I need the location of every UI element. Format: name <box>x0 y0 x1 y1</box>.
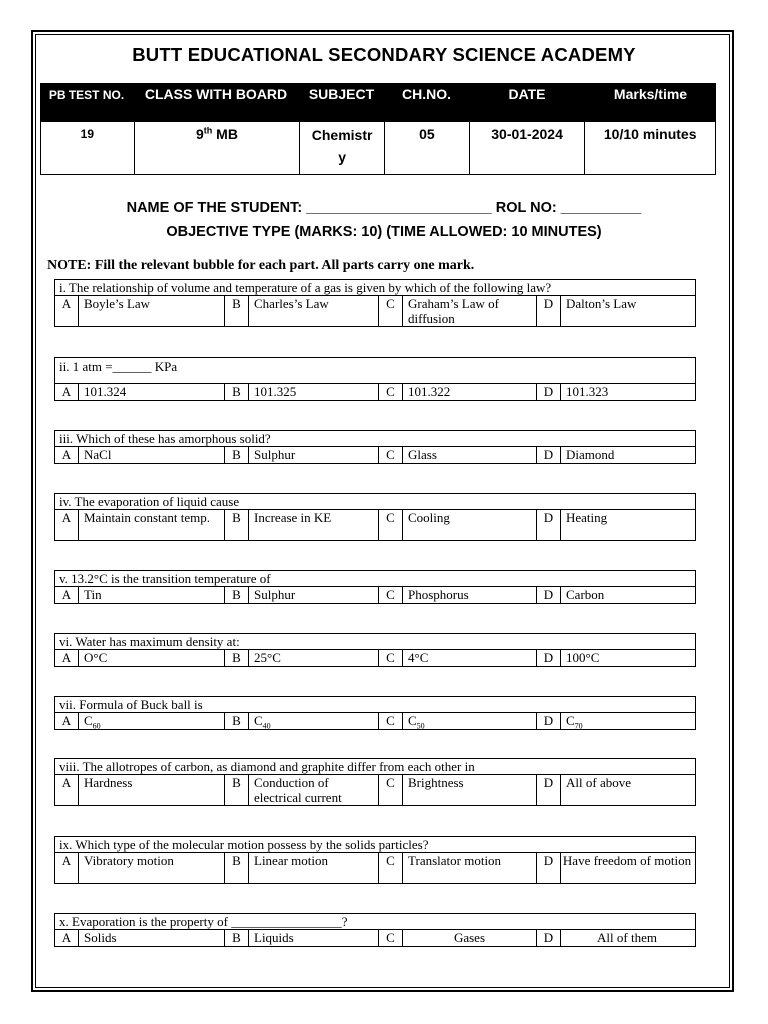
option-c-label: C <box>379 775 403 805</box>
option-c-label: C <box>379 853 403 883</box>
option-b-text: Sulphur <box>249 587 379 603</box>
option-d-label: D <box>537 713 561 729</box>
formula-element: C <box>254 713 263 728</box>
question-8 <box>54 758 696 806</box>
option-d-label: D <box>537 930 561 946</box>
option-c-text: Cooling <box>403 510 537 540</box>
test-info-header-row <box>40 83 716 119</box>
option-b-label: B <box>225 447 249 463</box>
option-c-text: Glass <box>403 447 537 463</box>
option-d-label: D <box>537 384 561 400</box>
formula-subscript: 50 <box>416 721 425 731</box>
question-text: ii. 1 atm =______ KPa <box>55 358 695 384</box>
formula-subscript: 40 <box>262 721 271 731</box>
objective-type-line: OBJECTIVE TYPE (MARKS: 10) (TIME ALLOWED: 10 MINUTES) <box>166 224 602 240</box>
header-class-with-board: CLASS WITH BOARD <box>144 86 288 102</box>
options-row <box>55 587 695 603</box>
option-a-text: Solids <box>79 930 225 946</box>
options-row <box>55 650 695 666</box>
formula-subscript: 70 <box>574 721 583 731</box>
option-d-text <box>561 713 693 729</box>
question-text: iii. Which of these has amorphous solid? <box>55 431 695 447</box>
option-b-text: 25°C <box>249 650 379 666</box>
options-row <box>55 775 695 805</box>
header-date: DATE <box>508 86 546 102</box>
value-ch-no: 05 <box>384 122 469 174</box>
question-6 <box>54 633 696 667</box>
value-subject-line2: y <box>338 149 346 165</box>
option-d-label: D <box>537 510 561 540</box>
option-d-text: Have freedom of motion <box>562 853 692 868</box>
option-b-text: Conduction of electrical current <box>249 775 379 805</box>
option-c-label: C <box>379 587 403 603</box>
option-a-label: A <box>55 775 79 805</box>
formula-element: C <box>84 713 93 728</box>
test-info-values-row <box>40 119 716 175</box>
option-c-label: C <box>379 510 403 540</box>
question-4 <box>54 493 696 541</box>
option-a-text: NaCl <box>79 447 225 463</box>
formula-element: C <box>408 713 417 728</box>
option-d-text: Carbon <box>566 587 605 602</box>
question-3 <box>54 430 696 464</box>
option-a-label: A <box>55 853 79 883</box>
option-c-label: C <box>379 296 403 326</box>
option-a-text: Maintain constant temp. <box>79 510 225 540</box>
option-b-label: B <box>225 650 249 666</box>
option-b-label: B <box>225 384 249 400</box>
option-c-text: Brightness <box>403 775 537 805</box>
value-class-number: 9 <box>195 126 204 142</box>
option-c-label: C <box>379 384 403 400</box>
value-marks-time: 10/10 minutes <box>584 122 715 174</box>
formula-subscript: 60 <box>92 721 101 731</box>
student-name-roll-line: NAME OF THE STUDENT: _______________________ ROL NO: __________ <box>126 200 642 216</box>
option-a-text: Boyle’s Law <box>79 296 225 326</box>
option-c-text: Phosphorus <box>403 587 537 603</box>
value-board: MB <box>212 126 238 142</box>
option-d-text: All of them <box>597 930 657 945</box>
option-a-label: A <box>55 713 79 729</box>
option-b-text: 101.325 <box>249 384 379 400</box>
option-b-label: B <box>225 775 249 805</box>
question-text: iv. The evaporation of liquid cause <box>55 494 695 510</box>
value-class <box>134 122 300 174</box>
option-c-text: Graham’s Law of diffusion <box>403 296 537 326</box>
option-a-text <box>79 713 225 729</box>
options-row <box>55 384 695 400</box>
question-text: vi. Water has maximum density at: <box>55 634 695 650</box>
options-row <box>55 447 695 463</box>
option-c-text <box>403 713 537 729</box>
option-a-label: A <box>55 930 79 946</box>
option-c-label: C <box>379 713 403 729</box>
option-a-label: A <box>55 447 79 463</box>
option-c-text: Translator motion <box>403 853 537 883</box>
value-test-no: 19 <box>80 127 95 141</box>
option-c-label: C <box>379 930 403 946</box>
option-d-label: D <box>537 587 561 603</box>
formula-element: C <box>566 713 575 728</box>
value-date: 30-01-2024 <box>469 122 585 174</box>
test-info-table <box>40 83 716 178</box>
option-c-label: C <box>379 447 403 463</box>
option-a-label: A <box>55 650 79 666</box>
value-subject <box>299 122 384 174</box>
options-row <box>55 510 695 540</box>
academy-title: BUTT EDUCATIONAL SECONDARY SCIENCE ACADEMY <box>132 44 636 65</box>
option-b-text: Charles’s Law <box>249 296 379 326</box>
question-text: v. 13.2°C is the transition temperature of <box>55 571 695 587</box>
option-d-label: D <box>537 650 561 666</box>
instructions-note: NOTE: Fill the relevant bubble for each part. All parts carry one mark. <box>47 258 475 273</box>
question-5 <box>54 570 696 604</box>
option-a-text: 101.324 <box>79 384 225 400</box>
option-b-text <box>249 713 379 729</box>
option-a-text: Tin <box>79 587 225 603</box>
header-pb-test-no: PB TEST NO. <box>48 88 125 102</box>
option-c-text: 101.322 <box>403 384 537 400</box>
value-class-superscript: th <box>203 125 213 136</box>
question-10 <box>54 913 696 947</box>
options-row <box>55 930 695 946</box>
question-text: viii. The allotropes of carbon, as diamond and graphite differ from each other in <box>55 759 695 775</box>
question-text: vii. Formula of Buck ball is <box>55 697 695 713</box>
option-d-label: D <box>537 447 561 463</box>
option-b-text: Increase in KE <box>249 510 379 540</box>
option-b-label: B <box>225 296 249 326</box>
options-row <box>55 713 695 729</box>
option-b-label: B <box>225 853 249 883</box>
option-a-text: Hardness <box>79 775 225 805</box>
question-7 <box>54 696 696 730</box>
option-a-label: A <box>55 296 79 326</box>
option-a-label: A <box>55 587 79 603</box>
option-a-text: O°C <box>79 650 225 666</box>
option-a-label: A <box>55 384 79 400</box>
option-d-label: D <box>537 853 561 883</box>
header-ch-no: CH.NO. <box>402 86 451 102</box>
option-c-text: 4°C <box>403 650 537 666</box>
option-d-text: 100°C <box>566 650 600 665</box>
header-subject: SUBJECT <box>308 86 375 102</box>
option-b-label: B <box>225 930 249 946</box>
option-d-text: Diamond <box>566 447 615 462</box>
question-2 <box>54 357 696 401</box>
option-d-text: Heating <box>566 510 608 525</box>
option-d-label: D <box>537 775 561 805</box>
option-b-text: Liquids <box>249 930 379 946</box>
option-b-text: Linear motion <box>249 853 379 883</box>
option-c-text: Gases <box>403 930 537 946</box>
value-subject-line1: Chemistr <box>311 127 373 143</box>
option-b-label: B <box>225 510 249 540</box>
option-b-label: B <box>225 587 249 603</box>
options-row <box>55 296 695 326</box>
question-9 <box>54 836 696 884</box>
option-a-label: A <box>55 510 79 540</box>
option-d-text: All of above <box>566 775 631 790</box>
header-marks-time: Marks/time <box>613 86 688 102</box>
options-row <box>55 853 695 883</box>
question-text: i. The relationship of volume and temperature of a gas is given by which of the following law? <box>55 280 695 296</box>
option-a-text: Vibratory motion <box>79 853 225 883</box>
option-c-label: C <box>379 650 403 666</box>
question-1 <box>54 279 696 327</box>
option-d-text: Dalton’s Law <box>566 296 637 311</box>
option-b-text: Sulphur <box>249 447 379 463</box>
question-text: ix. Which type of the molecular motion possess by the solids particles? <box>55 837 695 853</box>
option-b-label: B <box>225 713 249 729</box>
option-d-text: 101.323 <box>566 384 609 399</box>
question-text: x. Evaporation is the property of _________________? <box>55 914 695 930</box>
option-d-label: D <box>537 296 561 326</box>
